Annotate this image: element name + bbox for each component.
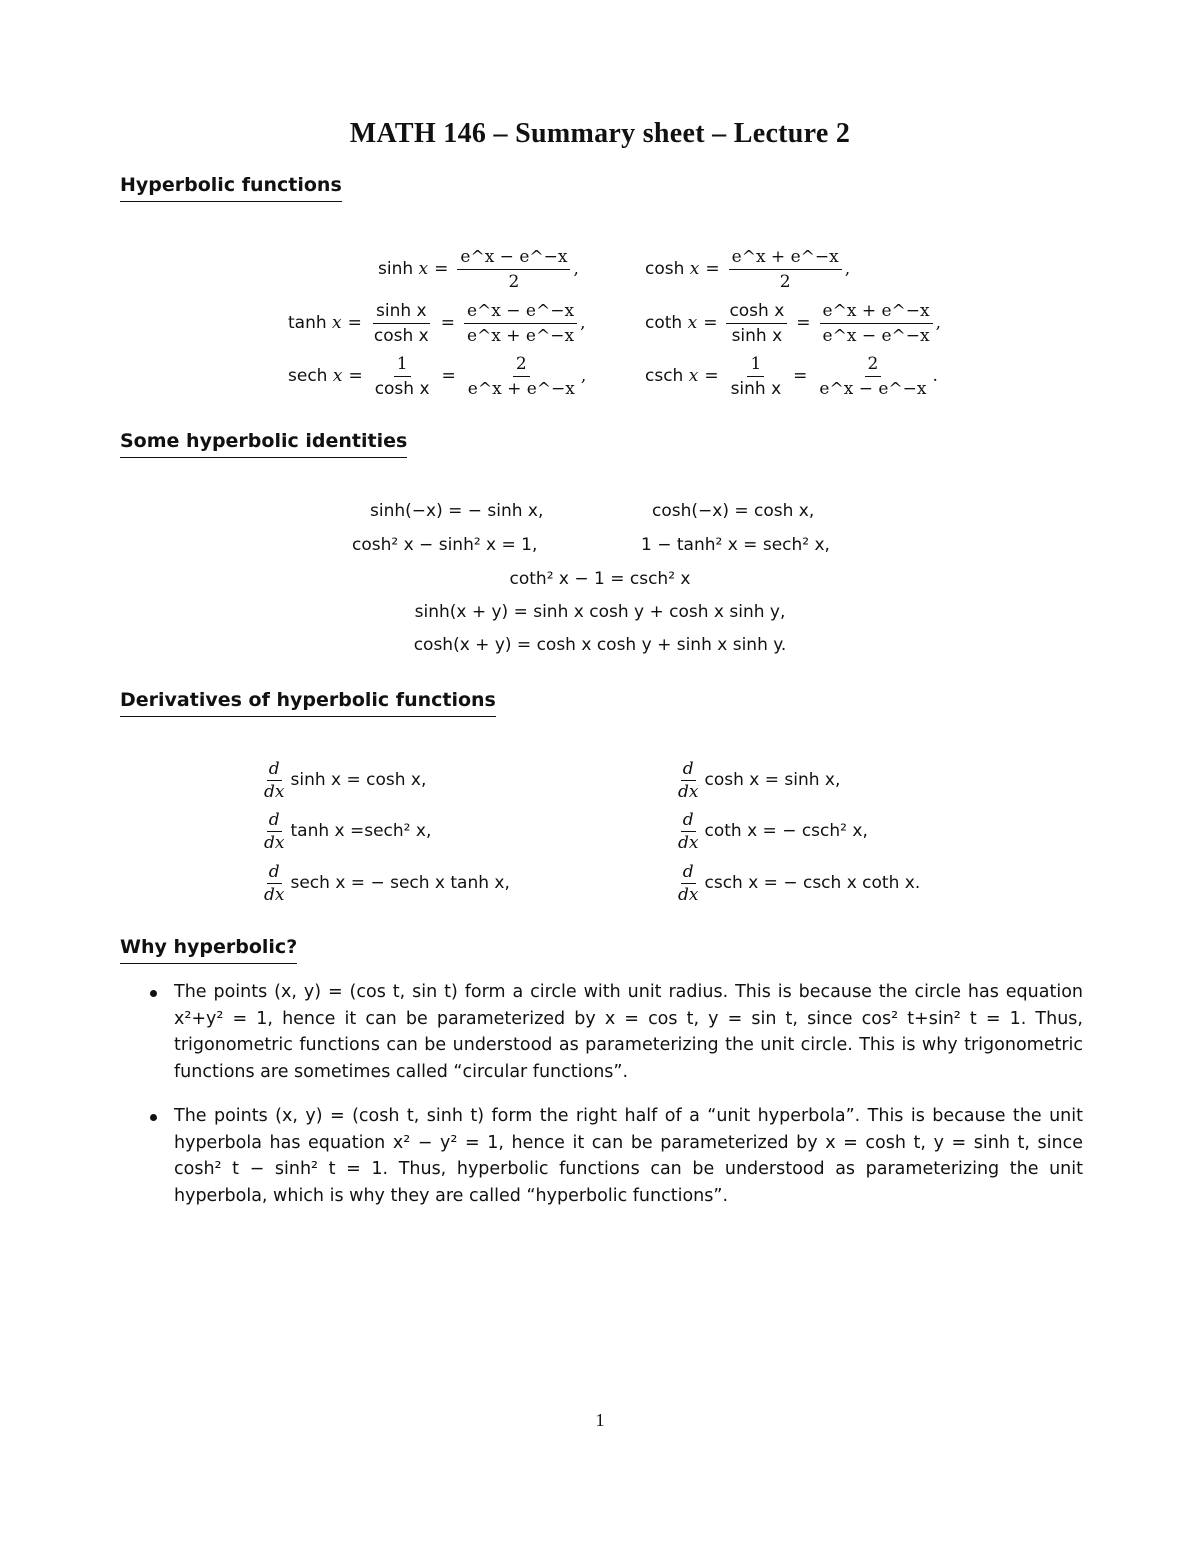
- dx-symbol: dx: [678, 832, 699, 853]
- identity-tanh-sech: 1 − tanh² x = sech² x,: [641, 535, 830, 555]
- derivative-coth-text: coth x = − csch² x,: [704, 821, 868, 841]
- d-dx-operator: [262, 810, 286, 853]
- d-symbol: d: [268, 809, 280, 830]
- csch-fraction-1: [728, 354, 785, 399]
- sech-fraction-1: [372, 354, 433, 399]
- tanh-fraction-2: [464, 301, 577, 346]
- coth-numerator-1: cosh x: [726, 301, 787, 324]
- bullet-icon: [150, 1114, 157, 1121]
- csch-denominator-2: e^x − e^−x: [819, 378, 927, 399]
- cosh-numerator: e^x + e^−x: [729, 247, 842, 270]
- sinh-fraction: [457, 247, 570, 292]
- cosh-fraction: [729, 247, 842, 292]
- d-dx-operator: [262, 759, 286, 802]
- tanh-numerator-2: e^x − e^−x: [464, 301, 577, 324]
- sech-denominator-1: cosh x: [374, 378, 430, 399]
- csch-lhs: csch: [645, 366, 684, 386]
- derivative-coth: [676, 805, 868, 857]
- sech-numerator-2: 2: [513, 354, 530, 377]
- csch-numerator-1: 1: [747, 354, 764, 377]
- section-heading-derivatives: Derivatives of hyperbolic functions: [120, 689, 496, 717]
- page-title: MATH 146 – Summary sheet – Lecture 2: [349, 118, 851, 149]
- coth-fraction-2: [820, 301, 933, 346]
- coth-lhs: coth: [645, 313, 683, 333]
- sinh-numerator: e^x − e^−x: [457, 247, 570, 270]
- sech-denominator-2: e^x + e^−x: [467, 378, 575, 399]
- page-number: 1: [595, 1410, 605, 1430]
- identity-coth-csch: coth² x − 1 = csch² x: [509, 569, 691, 589]
- section-heading-hyperbolic-functions: Hyperbolic functions: [120, 174, 342, 202]
- bullet-circle-text: The points (x, y) = (cos t, sin t) form a circle with unit radius. This is because the circle has equation x²+y² = 1, hence it can be parameterized by x = cos t, y = sin t, since cos² t+sin² t = 1. Thus, trigonometric functions can be understood as parameterizing the unit circle. This is why trigonometric functions are sometimes called “circular functions”.: [174, 982, 1083, 1082]
- definition-coth: coth x = $\frac{\text{cosh x}}{\text{sinh x}}$ = $\frac{e\^{}x + e\^{}-x}{e\^{}x - e\^{}-x}$ ,: [645, 300, 942, 346]
- csch-denominator-1: sinh x: [730, 378, 782, 399]
- identity-cosh-sum: cosh(x + y) = cosh x cosh y + sinh x sinh y.: [413, 635, 787, 655]
- cosh-lhs: cosh: [645, 259, 685, 279]
- definition-csch: csch x = $\frac{1}{\text{sinh x}}$ = $\frac{2}{e\^{}x - e\^{}-x}$ .: [645, 353, 938, 399]
- derivative-sinh: [262, 754, 426, 806]
- d-symbol: d: [682, 861, 694, 882]
- coth-denominator-2: e^x − e^−x: [822, 325, 930, 346]
- sech-lhs: sech: [288, 366, 328, 386]
- derivative-sech: [262, 857, 510, 909]
- tanh-lhs: tanh: [288, 313, 327, 333]
- csch-fraction-2: [816, 354, 929, 399]
- definition-tanh: tanh x = $\frac{\text{sinh x}}{\text{cosh x}}$ = $\frac{e\^{}x - e\^{}-x}{e\^{}x + e\^{}-x}$ ,: [288, 300, 586, 346]
- coth-numerator-2: e^x + e^−x: [820, 301, 933, 324]
- dx-symbol: dx: [264, 884, 285, 905]
- sech-numerator-1: 1: [394, 354, 411, 377]
- derivative-csch-text: csch x = − csch x coth x.: [704, 873, 921, 893]
- tanh-denominator-1: cosh x: [373, 325, 429, 346]
- identity-sinh-odd: sinh(−x) = − sinh x,: [370, 501, 544, 521]
- derivative-sech-text: sech x = − sech x tanh x,: [290, 873, 510, 893]
- bullet-hyperbola-text: The points (x, y) = (cosh t, sinh t) form the right half of a “unit hyperbola”. This is because the unit hyperbola has equation x² − y² = 1, hence it can be parameterized by x = cosh t, y = sinh t, since cosh² t − sinh² t = 1. Thus, hyperbolic functions can be understood as parameterizing the unit hyperbola, which is why they are called “hyperbolic functions”.: [174, 1106, 1083, 1206]
- definition-cosh: cosh x = $\frac{e\^{}x + e\^{}-x}{2}$ ,: [645, 246, 851, 292]
- bullet-icon: [150, 990, 157, 997]
- section-heading-why-hyperbolic: Why hyperbolic?: [120, 936, 297, 964]
- d-symbol: d: [682, 758, 694, 779]
- derivative-tanh: [262, 805, 431, 857]
- list-item: [148, 979, 1083, 1085]
- identity-pythagorean: cosh² x − sinh² x = 1,: [352, 535, 538, 555]
- dx-symbol: dx: [678, 884, 699, 905]
- csch-numerator-2: 2: [865, 354, 882, 377]
- identity-sinh-sum: sinh(x + y) = sinh x cosh y + cosh x sinh y,: [414, 602, 786, 622]
- d-dx-operator: [262, 862, 286, 905]
- d-dx-operator: [676, 810, 700, 853]
- d-symbol: d: [268, 758, 280, 779]
- cosh-denominator: 2: [779, 271, 791, 292]
- d-symbol: d: [268, 861, 280, 882]
- identity-cosh-even: cosh(−x) = cosh x,: [652, 501, 815, 521]
- d-symbol: d: [682, 809, 694, 830]
- dx-symbol: dx: [264, 832, 285, 853]
- list-item: [148, 1103, 1083, 1209]
- derivative-sinh-text: sinh x = cosh x,: [290, 770, 427, 790]
- section-heading-identities: Some hyperbolic identities: [120, 430, 407, 458]
- tanh-numerator-1: sinh x: [373, 301, 430, 324]
- definition-sech: sech x = $\frac{1}{\text{cosh x}}$ = $\frac{2}{e\^{}x + e\^{}-x}$ ,: [288, 353, 587, 399]
- tanh-fraction-1: [371, 301, 432, 346]
- dx-symbol: dx: [678, 781, 699, 802]
- d-dx-operator: [676, 759, 700, 802]
- sinh-denominator: 2: [508, 271, 520, 292]
- dx-symbol: dx: [264, 781, 285, 802]
- derivative-csch: [676, 857, 920, 909]
- sinh-lhs: sinh: [378, 259, 414, 279]
- why-hyperbolic-list: [148, 979, 1083, 1227]
- derivative-cosh-text: cosh x = sinh x,: [704, 770, 841, 790]
- derivative-cosh: [676, 754, 840, 806]
- d-dx-operator: [676, 862, 700, 905]
- sech-fraction-2: [465, 354, 578, 399]
- derivative-tanh-text: tanh x =sech² x,: [290, 821, 432, 841]
- definition-sinh: sinh x = $\frac{e\^{}x - e\^{}-x}{2}$ ,: [378, 246, 579, 292]
- coth-denominator-1: sinh x: [731, 325, 783, 346]
- tanh-denominator-2: e^x + e^−x: [466, 325, 575, 346]
- coth-fraction-1: [726, 301, 787, 346]
